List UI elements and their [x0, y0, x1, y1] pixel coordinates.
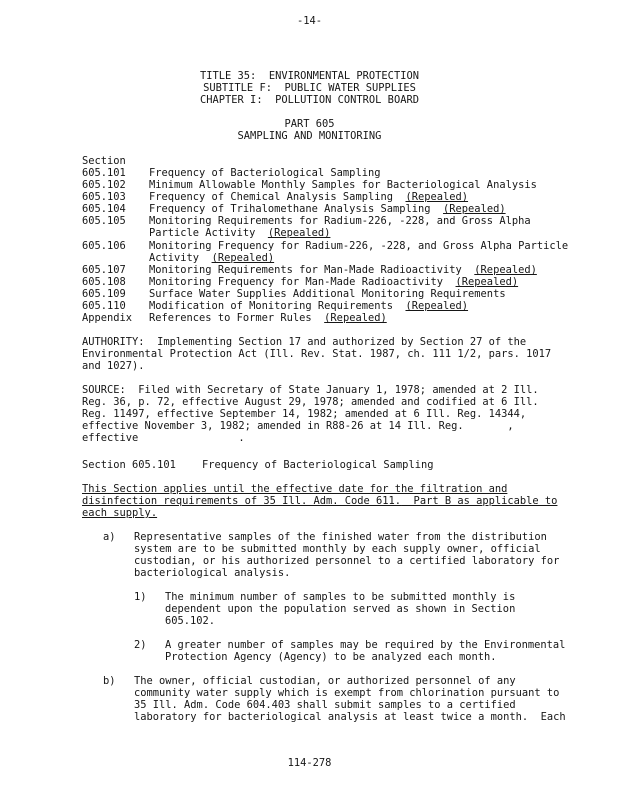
- toc-section-number: 605.105: [82, 215, 126, 227]
- toc-section-title: Monitoring Frequency for Radium-226, -228, and Gross Alpha Particle: [149, 240, 569, 252]
- toc-section-number: 605.101: [82, 167, 126, 179]
- toc-section-title: Modification of Monitoring Requirements (Repealed): [149, 300, 469, 312]
- part-number: PART 605: [284, 118, 335, 130]
- paragraph-label: b): [103, 675, 116, 687]
- toc-section-number: 605.102: [82, 179, 126, 191]
- toc-section-title: Minimum Allowable Monthly Samples for Bacteriological Analysis: [149, 179, 537, 191]
- paragraph-label: 1): [134, 591, 147, 603]
- paragraph-label: a): [103, 531, 116, 543]
- toc-section-title: Frequency of Bacteriological Sampling: [149, 167, 381, 179]
- header-subtitle: SUBTITLE F: PUBLIC WATER SUPPLIES: [203, 82, 416, 94]
- toc-section-title: Surface Water Supplies Additional Monitoring Requirements: [149, 288, 506, 300]
- header-title: TITLE 35: ENVIRONMENTAL PROTECTION: [200, 70, 419, 82]
- page-number-top: -14-: [296, 15, 323, 27]
- toc-section-number: 605.108: [82, 276, 126, 288]
- toc-section-number: 605.109: [82, 288, 126, 300]
- part-title: SAMPLING AND MONITORING: [237, 130, 382, 142]
- toc-section-title: Frequency of Trihalomethane Analysis Sampling (Repealed): [149, 203, 506, 215]
- header-chapter: CHAPTER I: POLLUTION CONTROL BOARD: [200, 94, 419, 106]
- toc-heading: Section: [82, 155, 126, 167]
- toc-section-title: Frequency of Chemical Analysis Sampling (Repealed): [149, 191, 469, 203]
- toc-section-title: Particle Activity (Repealed): [149, 227, 331, 239]
- toc-section-title: Monitoring Requirements for Radium-226, -228, and Gross Alpha: [149, 215, 531, 227]
- paragraph-label: 2): [134, 639, 147, 651]
- toc-section-number: 605.110: [82, 300, 126, 312]
- toc-section-number: 605.107: [82, 264, 126, 276]
- toc-section-title: Monitoring Frequency for Man-Made Radioactivity (Repealed): [149, 276, 519, 288]
- toc-appendix-label: Appendix: [82, 312, 133, 324]
- section-heading-number: Section 605.101: [82, 459, 176, 471]
- toc-section-title: Activity (Repealed): [149, 252, 275, 264]
- toc-section-title: Monitoring Requirements for Man-Made Radioactivity (Repealed): [149, 264, 537, 276]
- toc-section-number: 605.103: [82, 191, 126, 203]
- document-page: -14- TITLE 35: ENVIRONMENTAL PROTECTION SUBTITLE F: PUBLIC WATER SUPPLIES CHAPTER I: POLLUTION CONTROL BOARD PART 605 SAMPLING AND MONITORING Section 605.101 Frequency of Bacteriological Sampling 605.102 Minimum Allowable Monthly Samples for Bacteriological Analysis 605.103 Frequency of Chemical Analysis Sampling (Repealed) 605.104 Frequency of Trihalomethane Analysis Sampling (Repealed) 605.105 Monitoring Requirements for Radium-226, -228, and Gross Alpha Particle Activity (Repealed) 605.106 Monitoring Frequency for Radium-226, -228, and Gross Alpha Particle Activity (Repealed) 605.107 Monitoring Requirements for Man-Made Radioactivity (Repealed) 605.108 Monitoring Frequency for Man-Made Radioactivity (Repealed) 605.109 Surface Water Supplies Additional Monitoring Requirements 605.110 Modification of Monitoring Requirements (Repealed) Appendix References to Former Rules (Repealed) AUTHORITY: Implementing Section 17 and authorized by Section 27 of the Environmental Protection Act (Ill. Rev. Stat. 1987, ch. 111 1/2, pars. 1017 and 1027). SOURCE: Filed with Secretary of State January 1, 1978; amended at 2 Ill. Reg. 36, p. 72, effective August 29, 1978; amended and codified at 6 Ill. Reg. 11497, effective September 14, 1982; amended at 6 Ill. Reg. 14344, effective November 3, 1982; amended in R88-26 at 14 Ill. Reg. , effective . Section 605.101 Frequency of Bacteriological Sampling This Section applies until the effective date for the filtration and disinfection requirements of 35 Ill. Adm. Code 611. Part B as applicable to each supply. a) Representative samples of the finished water from the distribution system are to be submitted monthly by each supply owner, official custodian, or his authorized personnel to a certified laboratory for bacteriological analysis. 1) The minimum number of samples to be submitted monthly is dependent upon the population served as shown in Section 605.102. 2) A greater number of samples may be required by the Environmental Protection Agency (Agency) to be analyzed each month. b) The owner, official custodian, or authorized personnel of any community water supply which is exempt from chlorination pursuant to 35 Ill. Adm. Code 604.403 shall submit samples to a certified laboratory for bacteriological analysis at least twice a month. Each 114-278: [0, 0, 619, 800]
- toc-appendix-title: References to Former Rules (Repealed): [149, 312, 387, 324]
- toc-section-number: 605.106: [82, 240, 126, 252]
- section-heading-title: Frequency of Bacteriological Sampling: [202, 459, 434, 471]
- page-footer-number: 114-278: [287, 757, 332, 769]
- toc-section-number: 605.104: [82, 203, 126, 215]
